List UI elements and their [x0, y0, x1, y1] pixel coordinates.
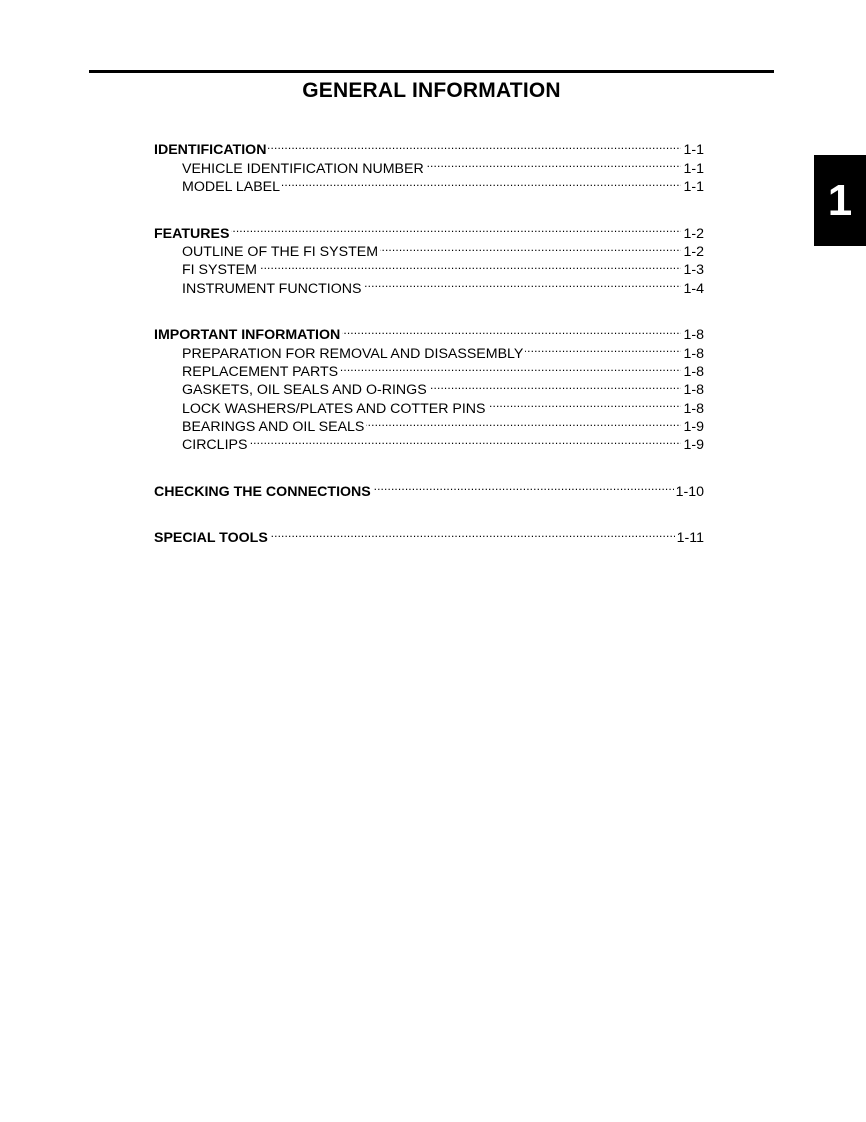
- toc-entry-important-information[interactable]: [154, 321, 704, 344]
- toc-entry-page: 1-8: [683, 363, 704, 380]
- toc-entry-page: 1-9: [683, 437, 704, 454]
- dot-leader: [268, 136, 681, 154]
- toc-entry-label: PREPARATION FOR REMOVAL AND DISASSEMBLY: [182, 345, 524, 362]
- dot-leader: [249, 431, 681, 449]
- toc-entry-label: LOCK WASHERS/PLATES AND COTTER PINS: [182, 400, 486, 417]
- toc-entry-page: 1-2: [683, 225, 704, 242]
- toc-entry-page: 1-1: [683, 142, 704, 159]
- toc-entry-label: FI SYSTEM: [182, 262, 257, 279]
- toc-entry-page: 1-8: [683, 400, 704, 417]
- dot-leader: [231, 219, 681, 237]
- dot-leader: [426, 154, 682, 172]
- toc-entry-label: REPLACEMENT PARTS: [182, 363, 339, 380]
- page-title: GENERAL INFORMATION: [302, 79, 561, 102]
- dot-leader: [525, 339, 681, 357]
- toc-entry-page: 1-3: [683, 262, 704, 279]
- dot-leader: [363, 274, 681, 292]
- toc-entry-page: 1-8: [683, 382, 704, 399]
- dot-leader: [366, 413, 681, 431]
- toc-entry-page: 1-10: [675, 483, 704, 500]
- toc-section-checking-connections: [154, 477, 704, 500]
- toc-entry-page: 1-2: [683, 243, 704, 260]
- toc-section-features: [154, 219, 704, 297]
- toc-entry-label: VEHICLE IDENTIFICATION NUMBER: [182, 160, 424, 177]
- dot-leader: [373, 477, 674, 495]
- toc-entry-page: 1-4: [683, 280, 704, 297]
- toc-entry-special-tools[interactable]: [154, 524, 704, 547]
- table-of-contents: [154, 136, 704, 570]
- toc-entry-label: INSTRUMENT FUNCTIONS: [182, 280, 362, 297]
- dot-leader: [342, 321, 681, 339]
- toc-section-special-tools: [154, 524, 704, 547]
- toc-section-identification: [154, 136, 704, 196]
- toc-entry-label: OUTLINE OF THE FI SYSTEM: [182, 243, 379, 260]
- toc-entry-label: FEATURES: [154, 225, 230, 242]
- toc-entry-page: 1-11: [676, 530, 704, 547]
- toc-entry-page: 1-8: [683, 327, 704, 344]
- dot-leader: [259, 256, 682, 274]
- dot-leader: [282, 173, 681, 191]
- dot-leader: [488, 394, 682, 412]
- toc-entry-label: IDENTIFICATION: [154, 142, 267, 159]
- dot-leader: [429, 376, 682, 394]
- toc-entry-label: SPECIAL TOOLS: [154, 530, 268, 547]
- header-rule: [89, 70, 774, 73]
- toc-entry-checking-connections[interactable]: [154, 477, 704, 500]
- dot-leader: [270, 524, 675, 542]
- toc-entry-label: CHECKING THE CONNECTIONS: [154, 483, 371, 500]
- dot-leader: [340, 358, 681, 376]
- toc-entry-label: GASKETS, OIL SEALS AND O-RINGS: [182, 382, 427, 399]
- toc-entry-page: 1-1: [683, 179, 704, 196]
- toc-entry-features[interactable]: [154, 219, 704, 242]
- toc-entry-page: 1-9: [683, 419, 704, 436]
- toc-entry-page: 1-8: [683, 345, 704, 362]
- toc-entry-outline-fi-system[interactable]: [154, 238, 704, 260]
- toc-entry-label: MODEL LABEL: [182, 179, 281, 196]
- toc-entry-page: 1-1: [683, 160, 704, 177]
- toc-entry-label: CIRCLIPS: [182, 437, 248, 454]
- toc-entry-label: BEARINGS AND OIL SEALS: [182, 419, 365, 436]
- toc-section-important-information: [154, 321, 704, 454]
- dot-leader: [380, 238, 681, 256]
- chapter-tab: 1: [814, 155, 866, 246]
- toc-entry-label: IMPORTANT INFORMATION: [154, 327, 341, 344]
- toc-entry-identification[interactable]: [154, 136, 704, 159]
